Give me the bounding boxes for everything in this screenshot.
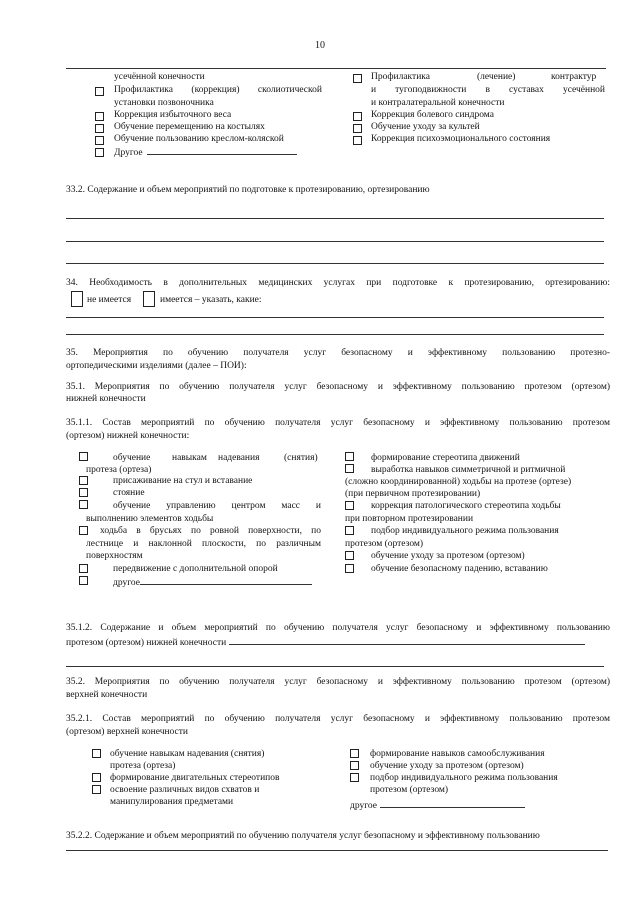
- s3511-right-item-8: обучение уходу за протезом (ортезом): [371, 551, 525, 561]
- section-35-2-line-1: 35.2. Мероприятия по обучению получателя услуг безопасному и эффективному пользованию протезом (ортезом): [66, 677, 610, 687]
- fill-line-35-1-2-inline[interactable]: [229, 635, 585, 645]
- section-35-1-1-line-2: (ортезом) нижней конечности:: [66, 431, 190, 441]
- s3521-right-checkbox-1[interactable]: [350, 761, 359, 770]
- fill-line-34-b[interactable]: [66, 334, 604, 335]
- s3521-left-checkbox-2[interactable]: [92, 773, 101, 782]
- s3511-left-checkbox-0[interactable]: [79, 452, 88, 461]
- s3511-right-item-3: (при первичном протезировании): [345, 489, 481, 499]
- s3511-left-checkbox-10[interactable]: [79, 576, 88, 585]
- s3511-other-line[interactable]: [140, 575, 312, 585]
- s3511-left-item-4: обучение управлению центром масс и: [113, 501, 321, 511]
- s3521-other-label: другое: [350, 801, 377, 811]
- s3511-left-item-7: лестнице и наклонной плоскости, по различным: [86, 539, 321, 549]
- rehab-left-item-5: Обучение пользованию креслом-коляской: [114, 134, 284, 144]
- s3521-right-checkbox-0[interactable]: [350, 749, 359, 758]
- rehab-right-item-0a: Профилактика: [371, 72, 430, 82]
- section-34-needed-label: имеется – указать, какие:: [160, 295, 262, 305]
- s3511-right-item-2: (сложно координированной) ходьбы на протезе (ортезе): [345, 477, 572, 487]
- s3511-left-item-0c: надевания: [218, 453, 260, 463]
- s3511-right-item-6: подбор индивидуального режима пользования: [371, 526, 559, 536]
- section-35-1-2-line-1: 35.1.2. Содержание и объем мероприятий по обучению получателя услуг безопасному и эффективному пользованию: [66, 623, 610, 633]
- s3511-right-item-4: коррекция патологического стереотипа ходьбы: [371, 501, 561, 511]
- section-35-2-2-title: 35.2.2. Содержание и объем мероприятий по обучению получателя услуг безопасному и эффективному пользованию: [66, 831, 540, 841]
- s3511-left-item-9: передвижение с дополнительной опорой: [113, 564, 278, 574]
- section-35-2-1-line-1: 35.2.1. Состав мероприятий по обучению получателя услуг безопасному и эффективному пользованию протезом: [66, 714, 610, 724]
- fill-line-33-2-a[interactable]: [66, 218, 604, 219]
- s3521-left-checkbox-3[interactable]: [92, 785, 101, 794]
- rehab-right-checkbox-4[interactable]: [353, 124, 362, 133]
- rehab-right-checkbox-0[interactable]: [353, 74, 362, 83]
- s3511-left-checkbox-2[interactable]: [79, 476, 88, 485]
- rehab-left-checkbox-3[interactable]: [95, 112, 104, 121]
- page-number: 10: [315, 40, 325, 51]
- section-35-1-line-1: 35.1. Мероприятия по обучению получателя услуг безопасному и эффективному пользованию протезом (ортезом): [66, 382, 610, 392]
- rehab-other-line[interactable]: [147, 145, 297, 155]
- s3511-right-item-5: при повторном протезировании: [345, 514, 474, 524]
- fill-line-33-2-b[interactable]: [66, 241, 604, 242]
- s3511-right-item-7: протезом (ортезом): [345, 539, 424, 549]
- rehab-left-checkbox-4[interactable]: [95, 124, 104, 133]
- s3521-right-item-2: подбор индивидуального режима пользования: [370, 773, 558, 783]
- top-rule: [66, 68, 606, 69]
- s3511-left-item-6: ходьба в брусьях по ровной поверхности, по: [100, 526, 321, 536]
- s3511-right-checkbox-1[interactable]: [345, 464, 354, 473]
- s3511-left-checkbox-3[interactable]: [79, 488, 88, 497]
- fill-line-35-2-2[interactable]: [66, 850, 608, 851]
- rehab-left-item-1: Профилактика (коррекция) сколиотической: [114, 85, 322, 95]
- rehab-right-item-3: Коррекция болевого синдрома: [371, 110, 494, 120]
- s3521-left-item-0: обучение навыкам надевания (снятия): [110, 749, 265, 759]
- rehab-left-item-6: [114, 145, 297, 159]
- s3511-left-item-0a: обучение: [113, 453, 151, 463]
- section-35-1-2-line-2: [66, 635, 585, 649]
- rehab-left-checkbox-6[interactable]: [95, 148, 104, 157]
- s3511-right-checkbox-4[interactable]: [345, 501, 354, 510]
- rehab-right-item-2: и контралатеральной конечности: [371, 98, 505, 108]
- rehab-left-checkbox-5[interactable]: [95, 136, 104, 145]
- s3511-right-checkbox-6[interactable]: [345, 526, 354, 535]
- s3511-right-checkbox-9[interactable]: [345, 564, 354, 573]
- section-35-line-2: ортопедическими изделиями (далее – ПОИ):: [66, 361, 247, 371]
- section-35-line-1: 35. Мероприятия по обучению получателя услуг безопасному и эффективному пользованию протезно-: [66, 348, 610, 358]
- s3511-right-checkbox-0[interactable]: [345, 452, 354, 461]
- rehab-left-item-4: Обучение перемещению на костылях: [114, 122, 265, 132]
- s3511-left-checkbox-9[interactable]: [79, 564, 88, 573]
- fill-line-34-a[interactable]: [66, 317, 604, 318]
- s3511-right-checkbox-8[interactable]: [345, 551, 354, 560]
- section-35-1-1-line-1: 35.1.1. Состав мероприятий по обучению получателя услуг безопасному и эффективному пользованию протезом: [66, 418, 610, 428]
- rehab-right-item-5: Коррекция психоэмоционального состояния: [371, 134, 551, 144]
- rehab-right-item-0b: (лечение): [477, 72, 516, 82]
- section-33-2-title: 33.2. Содержание и объем мероприятий по подготовке к протезированию, ортезированию: [66, 185, 430, 195]
- rehab-right-checkbox-5[interactable]: [353, 136, 362, 145]
- rehab-left-checkbox-1[interactable]: [95, 87, 104, 96]
- s3511-left-item-8: поверхностям: [86, 551, 143, 561]
- section-34-not-needed-checkbox[interactable]: [71, 291, 83, 307]
- rehab-left-item-3: Коррекция избыточного веса: [114, 110, 232, 120]
- rehab-right-item-1: и тугоподвижности в суставах усечённой: [371, 85, 605, 95]
- s3521-right-item-3: протезом (ортезом): [370, 785, 449, 795]
- s3521-left-item-2: формирование двигательных стереотипов: [110, 773, 280, 783]
- s3521-other-line[interactable]: [380, 798, 525, 808]
- s3521-right-checkbox-2[interactable]: [350, 773, 359, 782]
- section-35-2-line-2: верхней конечности: [66, 690, 148, 700]
- section-35-2-1-line-2: (ортезом) верхней конечности: [66, 727, 188, 737]
- s3521-left-checkbox-0[interactable]: [92, 749, 101, 758]
- s3511-left-checkbox-4[interactable]: [79, 500, 88, 509]
- s3521-right-item-4: [350, 798, 525, 812]
- section-35-1-2-line-2-label: протезом (ортезом) нижней конечности: [66, 638, 227, 648]
- s3511-other-label: другое: [113, 578, 140, 588]
- s3521-left-item-3: освоение различных видов схватов и: [110, 785, 260, 795]
- rehab-right-item-4: Обучение уходу за культей: [371, 122, 480, 132]
- s3511-left-item-10: [113, 575, 312, 589]
- fill-line-35-1-2[interactable]: [66, 666, 604, 667]
- s3521-left-item-1: протеза (ортеза): [110, 761, 176, 771]
- section-34-title: 34. Необходимость в дополнительных медицинских услугах при подготовке к протезированию, ортезированию:: [66, 278, 610, 288]
- rehab-right-item-0c: контрактур: [551, 72, 597, 82]
- s3511-left-item-0b: навыкам: [172, 453, 207, 463]
- s3511-left-item-1: протеза (ортеза): [86, 465, 152, 475]
- rehab-left-item-2: установки позвоночника: [114, 98, 214, 108]
- section-34-needed-checkbox[interactable]: [143, 291, 155, 307]
- rehab-left-item-6-label: Другое: [114, 148, 143, 158]
- s3521-left-item-4: манипулирования предметами: [110, 797, 234, 807]
- s3511-left-item-3: стояние: [113, 488, 145, 498]
- rehab-left-item-0: усечённой конечности: [114, 72, 205, 82]
- s3511-left-item-2: присаживание на стул и вставание: [113, 476, 253, 486]
- s3511-right-item-1: выработка навыков симметричной и ритмичной: [371, 465, 566, 475]
- s3511-left-item-0d: (снятия): [284, 453, 318, 463]
- fill-line-33-2-c[interactable]: [66, 263, 604, 264]
- s3521-right-item-0: формирование навыков самообслуживания: [370, 749, 545, 759]
- s3511-right-item-0: формирование стереотипа движений: [371, 453, 520, 463]
- s3511-left-item-5: выполнению элементов ходьбы: [86, 514, 214, 524]
- s3511-left-checkbox-6[interactable]: [79, 526, 88, 535]
- section-35-1-line-2: нижней конечности: [66, 394, 146, 404]
- section-34-not-needed-label: не имеется: [87, 295, 132, 305]
- rehab-right-checkbox-3[interactable]: [353, 112, 362, 121]
- s3511-right-item-9: обучение безопасному падению, вставанию: [371, 564, 548, 574]
- s3521-right-item-1: обучение уходу за протезом (ортезом): [370, 761, 524, 771]
